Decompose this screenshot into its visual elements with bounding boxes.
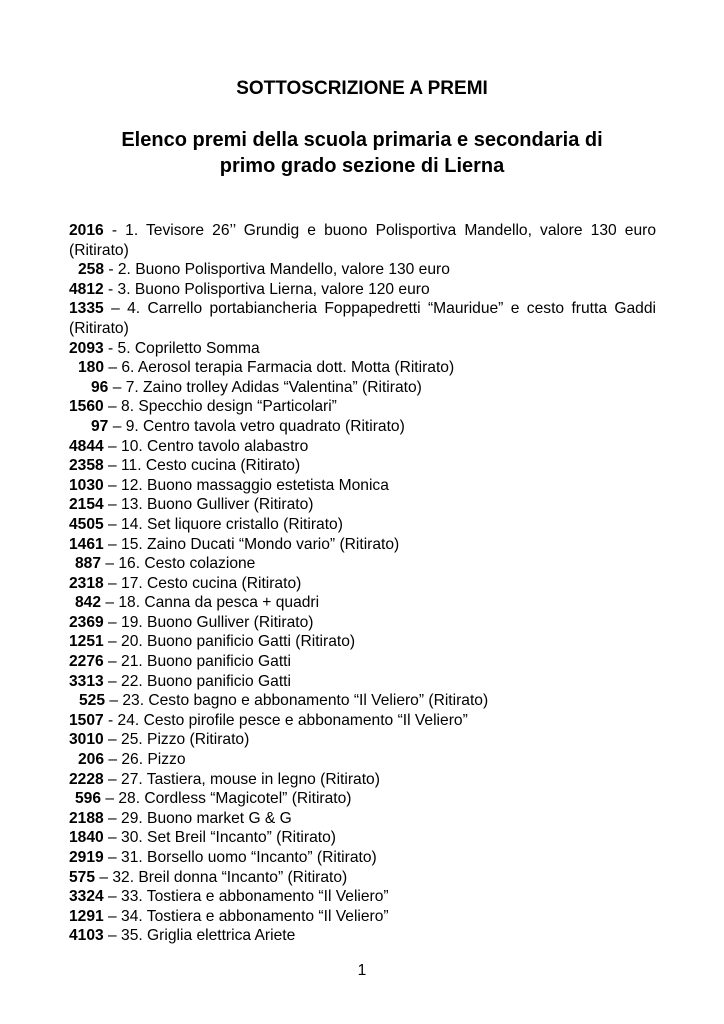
prize-item: [69, 828, 656, 848]
prize-item: [69, 515, 656, 535]
ticket-number: 2919: [69, 849, 104, 866]
prize-description: – 20. Buono panificio Gatti (Ritirato): [103, 633, 356, 651]
prize-item: [69, 926, 656, 946]
ticket-number: 4812: [69, 280, 104, 298]
prize-description: - 1. Tevisore 26’’ Grundig e buono Polisportiva Mandello, valore 130 euro (Ritirato): [69, 222, 656, 259]
prize-item: [69, 613, 656, 633]
ticket-number: 596: [75, 790, 102, 808]
prize-description: – 23. Cesto bagno e abbonamento “Il Veliero” (Ritirato): [105, 692, 489, 710]
ticket-number: 2016: [69, 222, 104, 239]
prize-description: – 6. Aerosol terapia Farmacia dott. Motta (Ritirato): [104, 359, 455, 377]
prize-description: – 27. Tastiera, mouse in legno (Ritirato): [103, 770, 380, 788]
prize-description: – 12. Buono massaggio estetista Monica: [103, 476, 389, 494]
ticket-number: 258: [78, 261, 105, 279]
prize-description: – 9. Centro tavola vetro quadrato (Ritirato): [108, 417, 405, 435]
ticket-number: 97: [91, 417, 109, 435]
prize-description: – 29. Buono market G & G: [103, 809, 292, 827]
prize-item: [69, 848, 656, 868]
subtitle-line-2: primo grado sezione di Lierna: [219, 155, 505, 177]
prize-description: – 32. Breil donna “Incanto” (Ritirato): [95, 868, 348, 886]
ticket-number: 96: [91, 378, 109, 396]
prize-item: [69, 495, 656, 515]
prize-list: [69, 221, 656, 946]
prize-description: – 21. Buono panificio Gatti: [103, 653, 291, 671]
ticket-number: 887: [75, 555, 102, 573]
ticket-number: 1291: [69, 907, 104, 925]
prize-item: [69, 652, 656, 672]
prize-item: [69, 770, 656, 790]
prize-item: [69, 809, 656, 829]
prize-item: [69, 672, 656, 692]
prize-item: [69, 535, 656, 555]
prize-item: [69, 437, 656, 457]
ticket-number: 4505: [69, 515, 104, 533]
prize-description: – 15. Zaino Ducati “Mondo vario” (Ritirato): [103, 535, 400, 553]
prize-description: – 22. Buono panificio Gatti: [103, 672, 291, 690]
prize-description: – 19. Buono Gulliver (Ritirato): [103, 613, 314, 631]
prize-description: - 24. Cesto pirofile pesce e abbonamento “Il Veliero”: [103, 711, 468, 729]
prize-item: [69, 789, 656, 809]
ticket-number: 1335: [69, 300, 104, 318]
prize-item: [69, 280, 656, 300]
ticket-number: 1251: [69, 633, 104, 651]
ticket-number: 2276: [69, 653, 104, 671]
ticket-number: 3010: [69, 731, 104, 749]
prize-item: [69, 691, 656, 711]
ticket-number: 575: [69, 868, 96, 886]
prize-description: – 7. Zaino trolley Adidas “Valentina” (Ritirato): [108, 378, 422, 396]
prize-item: [69, 574, 656, 594]
prize-description: – 16. Cesto colazione: [101, 555, 256, 573]
ticket-number: 1560: [69, 398, 104, 416]
prize-description: – 11. Cesto cucina (Ritirato): [103, 457, 301, 475]
prize-description: – 4. Carrello portabiancheria Foppapedretti “Mauridue” e cesto frutta Gaddi (Ritirato): [69, 300, 656, 337]
prize-description: – 17. Cesto cucina (Ritirato): [103, 574, 302, 592]
prize-description: - 3. Buono Polisportiva Lierna, valore 120 euro: [103, 280, 430, 298]
prize-description: – 10. Centro tavolo alabastro: [103, 437, 309, 455]
prize-item: [69, 632, 656, 652]
prize-item: [69, 554, 656, 574]
prize-description: – 8. Specchio design “Particolari”: [103, 398, 337, 416]
ticket-number: 3324: [69, 888, 104, 906]
ticket-number: 2093: [69, 339, 104, 357]
page-number: 1: [357, 962, 367, 979]
ticket-number: 2369: [69, 613, 104, 631]
prize-description: – 14. Set liquore cristallo (Ritirato): [103, 515, 343, 533]
prize-item: [69, 397, 656, 417]
prize-item: [69, 260, 656, 280]
prize-description: – 28. Cordless “Magicotel” (Ritirato): [101, 790, 352, 808]
prize-item: [69, 358, 656, 378]
prize-item: [69, 417, 656, 437]
prize-description: – 26. Pizzo: [104, 751, 186, 769]
ticket-number: 2318: [69, 574, 104, 592]
ticket-number: 1840: [69, 829, 104, 847]
prize-item: [69, 456, 656, 476]
prize-item: [69, 378, 656, 398]
ticket-number: 4844: [69, 437, 104, 455]
prize-item: [69, 887, 656, 907]
ticket-number: 2358: [69, 457, 104, 475]
ticket-number: 842: [75, 594, 102, 612]
subtitle-line-1: Elenco premi della scuola primaria e secondaria di: [121, 129, 603, 151]
prize-description: – 18. Canna da pesca + quadri: [101, 594, 320, 612]
prize-item: [69, 711, 656, 731]
ticket-number: 206: [78, 751, 105, 769]
prize-item: [69, 221, 656, 260]
ticket-number: 180: [78, 359, 105, 377]
ticket-number: 2154: [69, 496, 104, 514]
ticket-number: 4103: [69, 927, 104, 945]
prize-item: [69, 730, 656, 750]
prize-description: – 25. Pizzo (Ritirato): [103, 731, 250, 749]
prize-item: [69, 868, 656, 888]
prize-item: [69, 299, 656, 338]
ticket-number: 1030: [69, 476, 104, 494]
ticket-number: 1461: [69, 535, 104, 553]
prize-description: – 13. Buono Gulliver (Ritirato): [103, 496, 314, 514]
prize-description: - 2. Buono Polisportiva Mandello, valore 130 euro: [104, 261, 450, 279]
prize-description: – 31. Borsello uomo “Incanto” (Ritirato): [103, 849, 377, 866]
prize-item: [69, 476, 656, 496]
prize-item: [69, 907, 656, 927]
prize-description: – 33. Tostiera e abbonamento “Il Veliero”: [103, 888, 389, 906]
prize-description: - 5. Copriletto Somma: [103, 339, 260, 357]
prize-description: – 34. Tostiera e abbonamento “Il Veliero”: [103, 907, 389, 925]
document-title: SOTTOSCRIZIONE A PREMI: [236, 78, 488, 99]
ticket-number: 525: [79, 692, 106, 710]
prize-description: – 35. Griglia elettrica Ariete: [103, 927, 296, 945]
prize-item: [69, 593, 656, 613]
prize-description: – 30. Set Breil “Incanto” (Ritirato): [103, 829, 336, 847]
prize-item: [69, 750, 656, 770]
document-subtitle: [0, 127, 724, 179]
ticket-number: 2188: [69, 809, 104, 827]
ticket-number: 1507: [69, 711, 104, 729]
ticket-number: 3313: [69, 672, 104, 690]
ticket-number: 2228: [69, 770, 104, 788]
prize-item: [69, 339, 656, 359]
